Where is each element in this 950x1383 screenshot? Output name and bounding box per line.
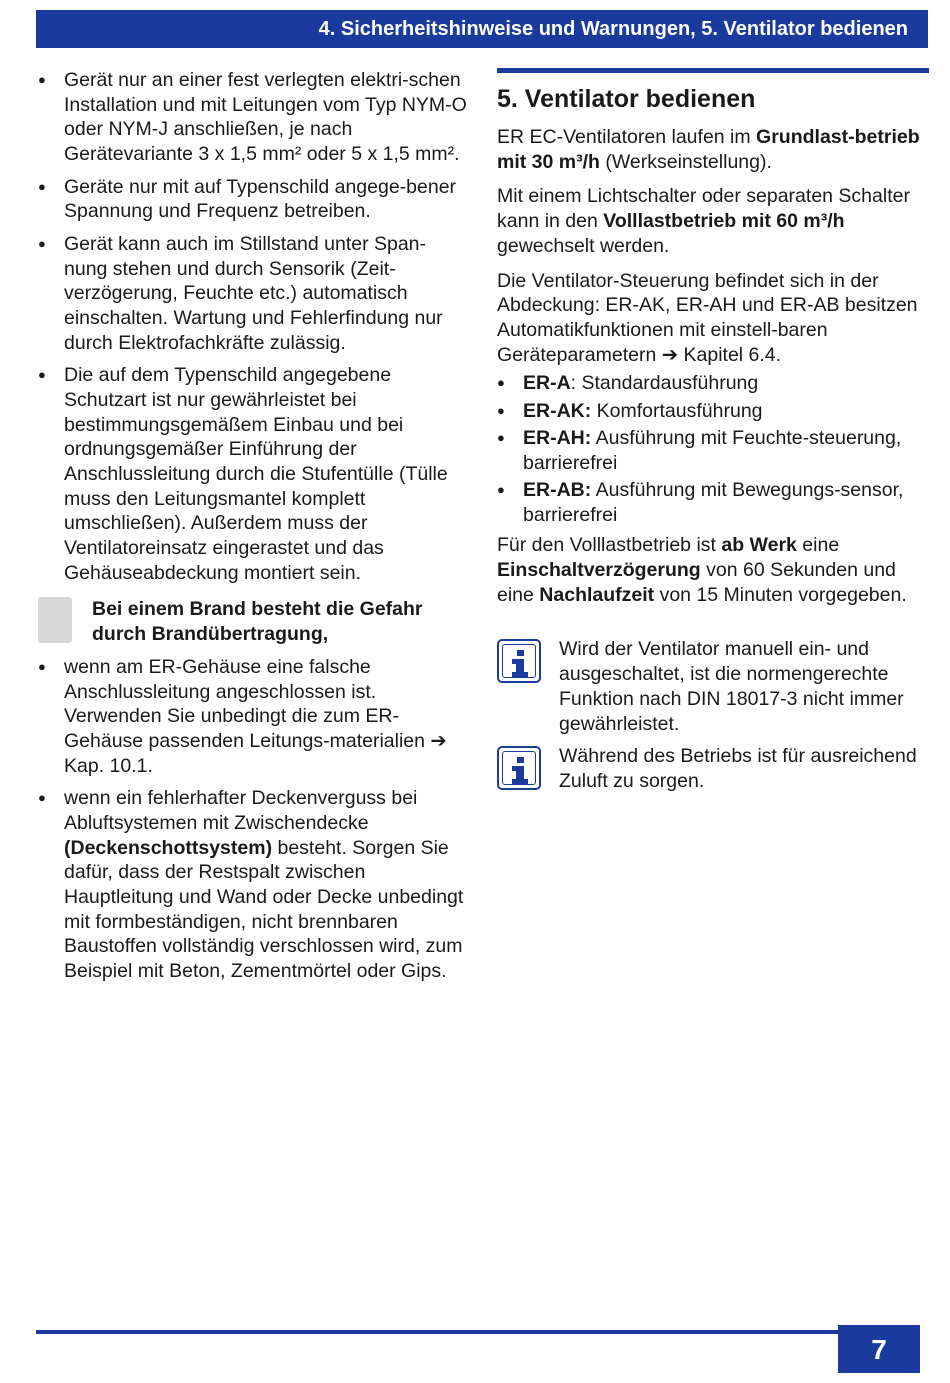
section-rule [497,68,929,73]
right-column [497,68,929,802]
page-number: 7 [838,1325,920,1373]
bold-text: ER-AK: [523,399,592,422]
list-item-text: ER-AB: Ausführung mit Bewegungs-sensor, barrierefrei [523,478,904,526]
variant-item [497,371,929,396]
list-item-text: Gerät kann auch im Stillstand unter Span-nung stehen und durch Sensorik (Zeit-verzögerung, Feuchte etc.) automatisch einschalten. Wartung und Fehlerfindung nur durch Elektrofachkräfte zulässig. [64,232,443,354]
info-notes [497,637,929,793]
list-item-text: wenn ein fehlerhafter Deckenverguss bei Abluftsystemen mit Zwischendecke (Deckenschottsystem) besteht. Sorgen Sie dafür, dass der Restspalt zwischen Hauptleitung und Wand oder Decke unbedingt mit formbeständigen, nicht brennbaren Baustoffen vollständig verschlossen wird, zum Beispiel mit Beton, Zementmörtel oder Gips. [64,787,464,983]
left-column [38,68,468,992]
list-item-text: Geräte nur mit auf Typenschild angege-bener Spannung und Frequenz betreiben. [64,175,457,223]
fire-warning-item [38,786,468,984]
info-note [497,637,929,736]
list-item-text: Gerät nur an einer fest verlegten elektri-schen Installation und mit Leitungen vom Typ NYM-O oder NYM-J anschließen, je nach Gerätevariante 3 x 1,5 mm² oder 5 x 1,5 mm². [64,69,467,166]
bullet-icon: ● [38,790,46,806]
paragraph: ER EC-Ventilatoren laufen im Grundlast-betrieb mit 30 m³/h (Werkseinstellung). [497,126,920,173]
bullet-icon: ● [38,235,46,251]
bold-text: Volllastbetrieb mit 60 m³/h [603,210,845,233]
header-title: 4. Sicherheitshinweise und Warnungen, 5. Ventilator bedienen [318,18,908,40]
fire-warning-list [38,655,468,984]
bold-text: (Deckenschottsystem) [64,836,273,859]
delay-paragraph: Für den Volllastbetrieb ist ab Werk eine Einschaltverzögerung von 60 Sekunden und eine Nachlaufzeit von 15 Minuten vorgegeben. [497,534,907,606]
bullet-icon: ● [497,375,505,391]
header-bar [36,10,928,48]
safety-list [38,68,468,585]
fire-warning [38,597,468,646]
safety-item [38,363,468,585]
section-heading: 5. Ventilator bedienen [497,85,756,113]
info-text: Wird der Ventilator manuell ein- und ausgeschaltet, ist die normengerechte Funktion nach DIN 18017-3 nicht immer gewährleistet. [559,638,904,735]
info-icon [497,746,541,790]
bullet-icon: ● [497,402,505,418]
warning-icon [38,597,72,643]
variant-item [497,478,929,527]
variant-item [497,399,929,424]
bullet-icon: ● [38,658,46,674]
bullet-icon: ● [38,367,46,383]
variant-item [497,426,929,475]
bullet-icon: ● [38,178,46,194]
bold-text: Einschaltverzögerung [497,559,701,582]
bold-text: ab Werk [721,534,797,557]
safety-item [38,232,468,356]
bullet-icon: ● [497,429,505,445]
warning-title: Bei einem Brand besteht die Gefahr durch Brandübertragung, [92,598,423,646]
safety-item [38,68,468,167]
bold-text: Nachlaufzeit [539,583,655,606]
bold-text: ER-AB: [523,478,592,501]
list-item-text: wenn am ER-Gehäuse eine falsche Anschlussleitung angeschlossen ist. Verwenden Sie unbedingt die zum ER-Gehäuse passenden Leitungs-materialien ➔ Kap. 10.1. [64,655,447,777]
bold-text: ER-AH: [523,426,592,449]
list-item-text: Die auf dem Typenschild angegebene Schutzart ist nur gewährleistet bei bestimmungsgemäßem Einbau und bei ordnungsgemäßer Einführung der Anschlussleitung durch die Stufentülle (Tülle muss den Leitungsmantel komplett umschließen). Außerdem muss der Ventilatoreinsatz eingerastet und das Gehäuseabdeckung montiert sein. [64,364,448,584]
fire-warning-item [38,655,468,779]
info-note [497,744,929,793]
bullet-icon: ● [38,72,46,87]
intro-paragraphs [497,125,929,367]
bold-text: Grundlast-betrieb mit 30 m³/h [497,126,920,173]
bold-text: ER-A [523,372,571,395]
list-item-text: ER-AH: Ausführung mit Feuchte-steuerung, barrierefrei [523,426,902,474]
paragraph: Die Ventilator-Steuerung befindet sich in der Abdeckung: ER-AK, ER-AH und ER-AB besitzen Automatikfunktionen mit einstell-baren Geräteparametern ➔ Kapitel 6.4. [497,269,918,366]
info-icon [497,639,541,683]
safety-item [38,175,468,224]
list-item-text: ER-A: Standardausführung [523,372,759,395]
bullet-icon: ● [497,481,505,497]
variant-list [497,371,929,527]
paragraph: Mit einem Lichtschalter oder separaten Schalter kann in den Volllastbetrieb mit 60 m³/h gewechselt werden. [497,185,910,257]
info-text: Während des Betriebs ist für ausreichend Zuluft zu sorgen. [559,745,917,792]
list-item-text: ER-AK: Komfortausführung [523,399,763,422]
footer-rule [36,1330,840,1334]
